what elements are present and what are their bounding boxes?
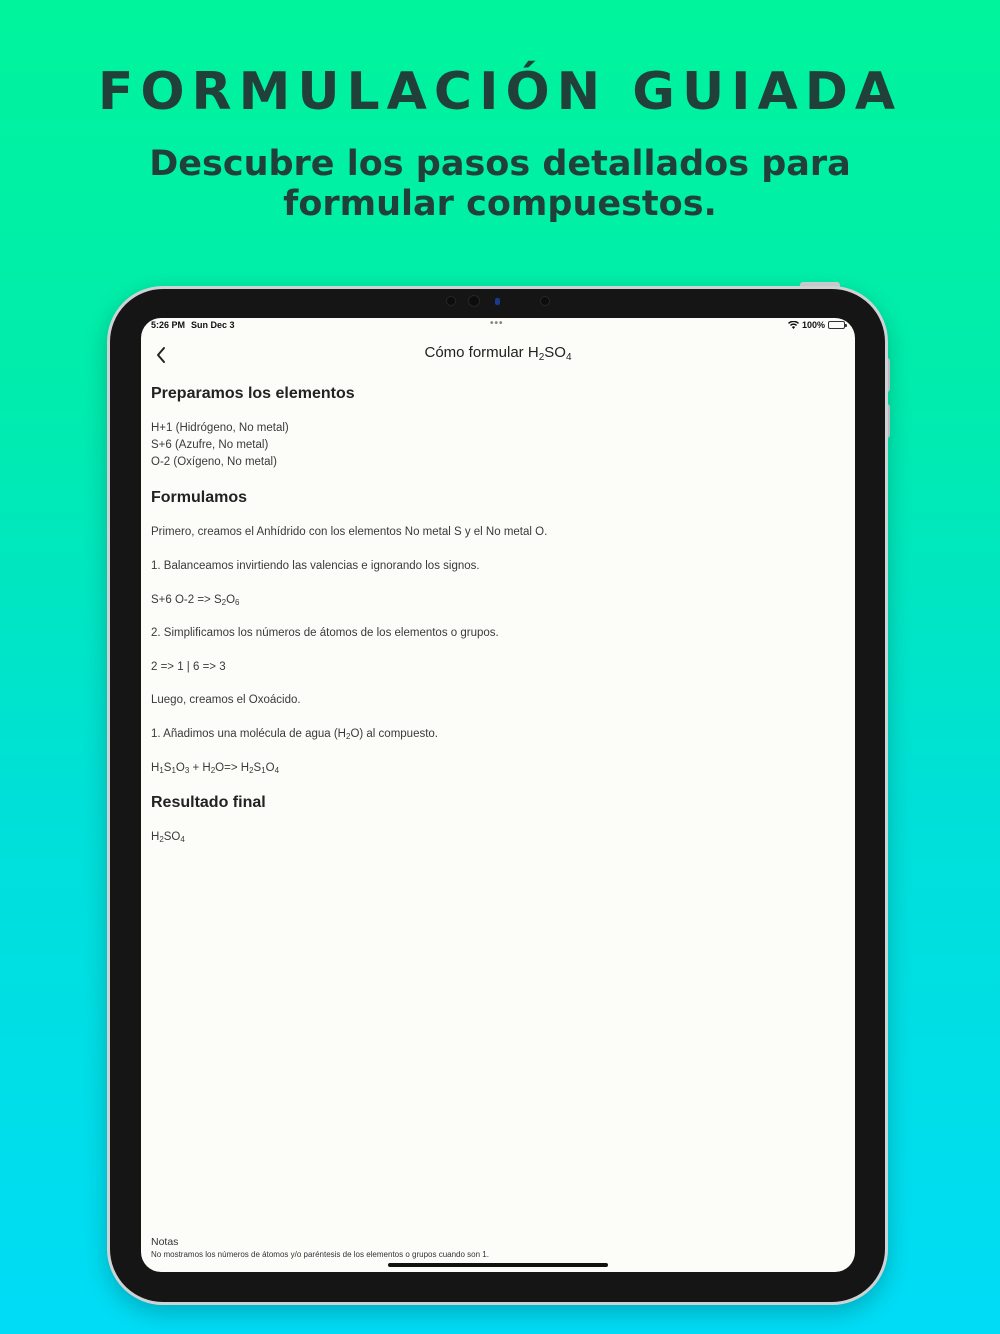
battery-icon [828,321,845,329]
section-heading-formulate: Formulamos [151,489,248,506]
section-heading-prepare: Preparamos los elementos [151,385,355,402]
status-right [788,320,845,330]
camera-icon [446,296,456,306]
status-time: 5:26 PM [151,320,186,330]
step-text: 1. Balanceamos invirtiendo las valencias e ignorando los signos. [151,560,480,572]
wifi-icon [788,321,799,329]
page-title: Cómo formular $H_2SO_4$ [424,344,572,363]
notes-title: Notas [151,1236,179,1248]
element-line: H+1 (Hidrógeno, No metal) [151,422,289,434]
promo-title: FORMULACIÓN GUIADA [97,62,903,122]
status-date: Sun Dec 3 [191,320,235,330]
app-screen [141,318,855,1272]
sensor-icon [495,298,500,305]
battery-percent: 100% [801,320,825,330]
element-line: O-2 (Oxígeno, No metal) [151,456,277,468]
equation: $H_1S_1O_3 + H_2O=> H_2S_1O_4$ [151,762,280,775]
section-heading-result: Resultado final [151,794,266,811]
multitasking-dots-icon[interactable]: ••• [490,318,504,329]
step-text: 2. Simplificamos los números de átomos de los elementos o grupos. [151,627,499,639]
step-text: Luego, creamos el Oxoácido. [151,694,301,706]
status-bar [141,318,855,334]
simplify-text: 2 => 1 | 6 => 3 [151,661,226,673]
step-text: 1. Añadimos una molécula de agua $(H_2O)$ al compuesto. [151,728,439,741]
sensor-icon [468,295,480,307]
promo-subtitle: Descubre los pasos detallados para formular compuestos. [149,144,851,224]
result-formula: $H_2SO_4$ [151,831,185,844]
navigation-bar [141,338,855,370]
formulate-intro: Primero, creamos el Anhídrido con los elementos No metal S y el No metal O. [151,526,548,538]
sensor-icon [540,296,550,306]
notes-text: No mostramos los números de átomos y/o paréntesis de los elementos o grupos cuando son 1. [151,1250,489,1259]
equation: S+6 $O-2 => S_2O_6$ [151,594,240,607]
home-indicator[interactable] [388,1263,608,1267]
element-line: S+6 (Azufre, No metal) [151,439,269,451]
